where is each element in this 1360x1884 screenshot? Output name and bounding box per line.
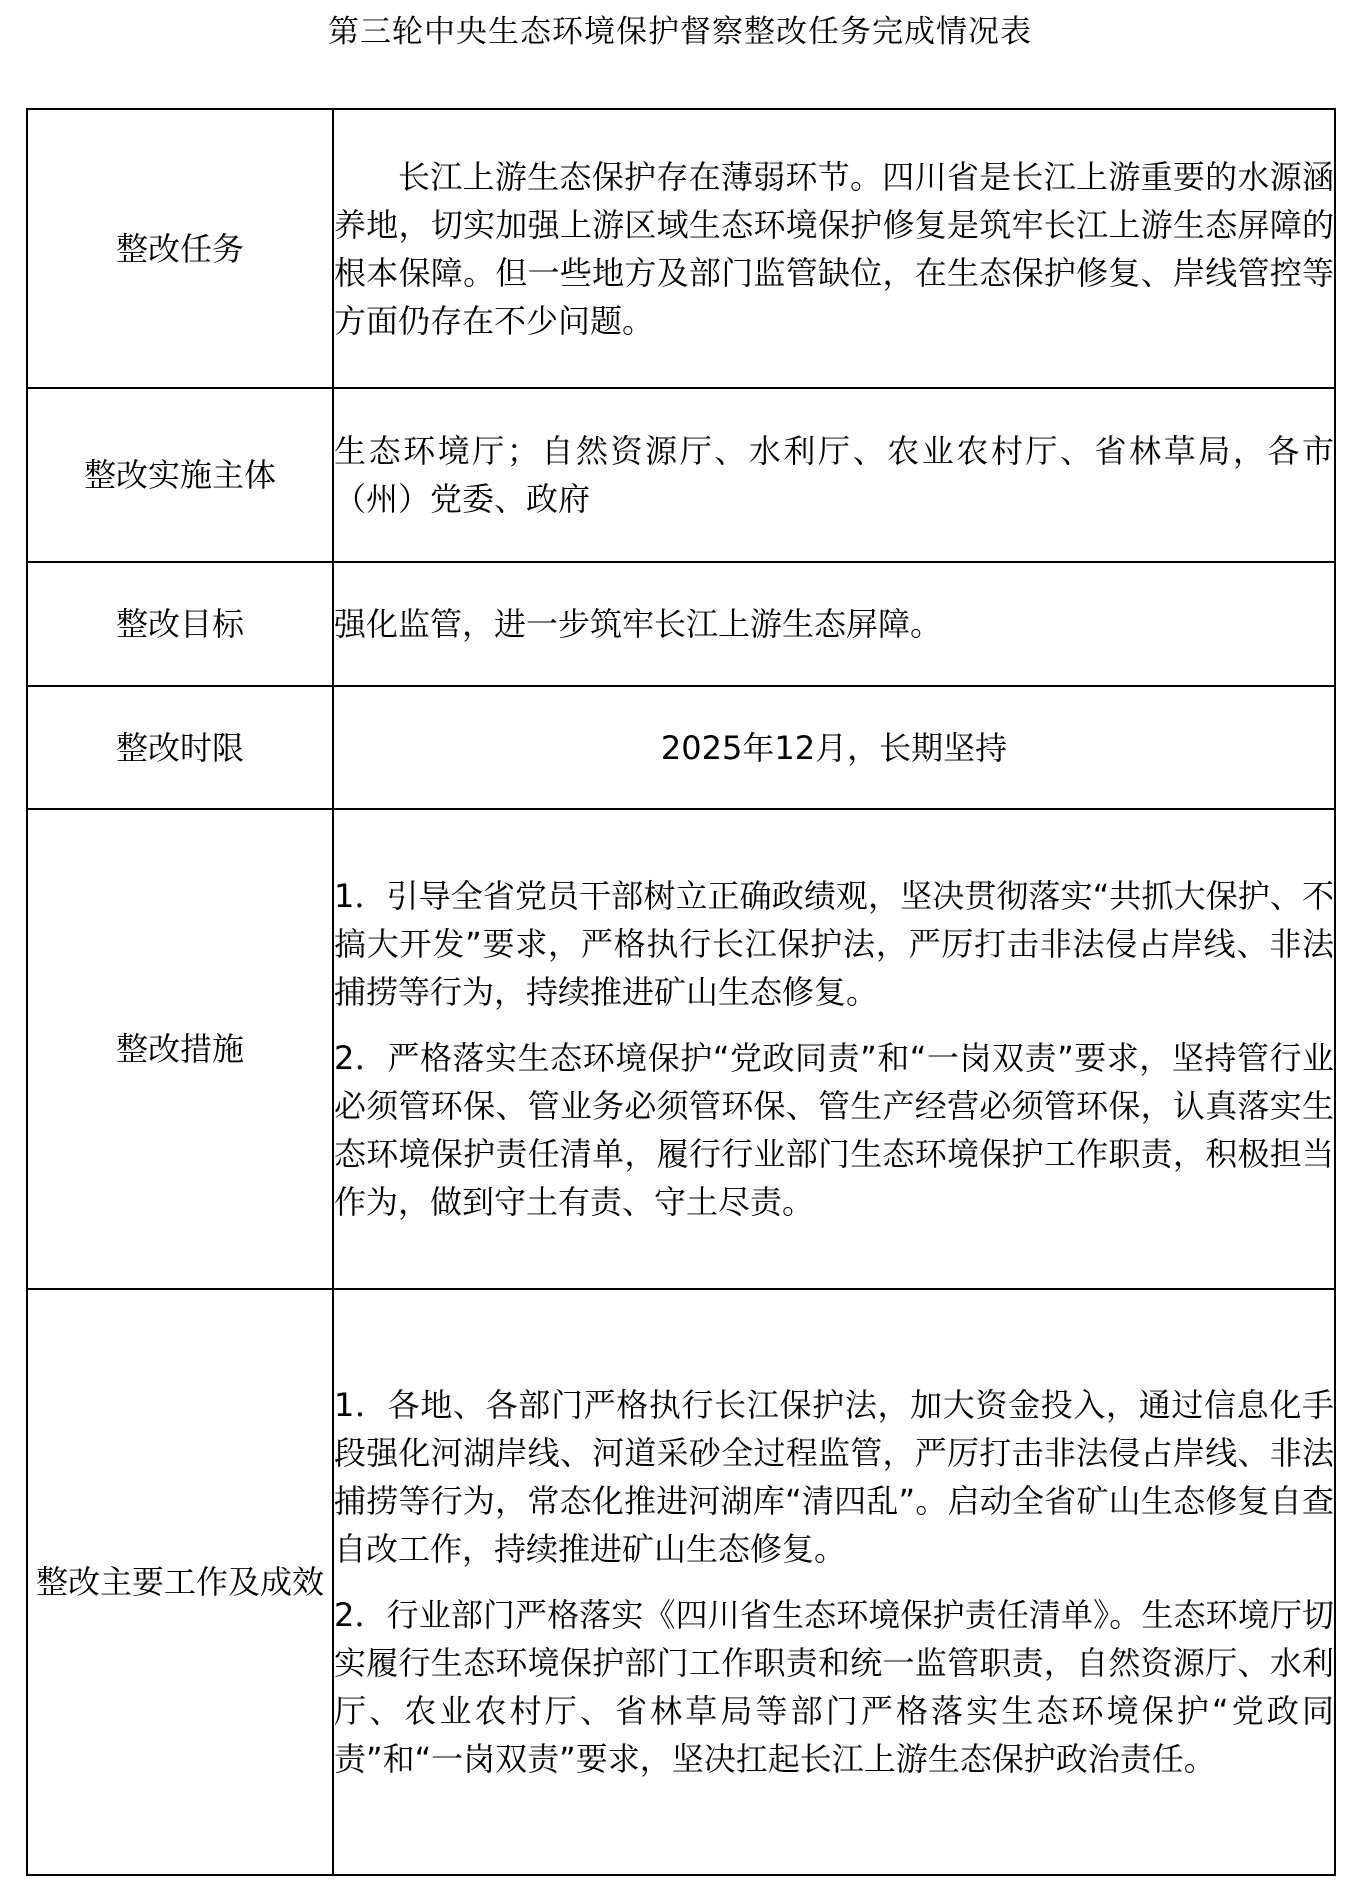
label-deadline: 整改时限 (27, 686, 333, 809)
content-task (333, 109, 1335, 388)
task-completion-table (26, 108, 1336, 1876)
deadline-text: 2025年12月，长期坚持 (660, 728, 1008, 767)
table-row-deadline (27, 686, 1335, 809)
table-row-goal (27, 562, 1335, 686)
label-results: 整改主要工作及成效 (27, 1289, 333, 1875)
label-goal: 整改目标 (27, 562, 333, 686)
content-deadline (333, 686, 1335, 809)
table-row-results (27, 1289, 1335, 1875)
task-text: 长江上游生态保护存在薄弱环节。四川省是长江上游重要的水源涵养地，切实加强上游区域生态环境保护修复是筑牢长江上游生态屏障的根本保障。但一些地方及部门监管缺位，在生态保护修复、岸线管控等方面仍存在不少问题。 (334, 157, 1334, 340)
content-results (333, 1289, 1335, 1875)
content-goal (333, 562, 1335, 686)
document-title: 第三轮中央生态环境保护督察整改任务完成情况表 (328, 14, 1032, 50)
label-implementer: 整改实施主体 (27, 388, 333, 562)
content-measures (333, 809, 1335, 1289)
label-task: 整改任务 (27, 109, 333, 388)
label-measures: 整改措施 (27, 809, 333, 1289)
measure-item-2: 2．严格落实生态环境保护“党政同责”和“一岗双责”要求，坚持管行业必须管环保、管业务必须管环保、管生产经营必须管环保，认真落实生态环境保护责任清单，履行行业部门生态环境保护工作职责，积极担当作为，做到守土有责、守土尽责。 (334, 1039, 1334, 1221)
content-implementer (333, 388, 1335, 562)
table-row-measures (27, 809, 1335, 1289)
result-item-2: 2．行业部门严格落实《四川省生态环境保护责任清单》。生态环境厅切实履行生态环境保护部门工作职责和统一监管职责，自然资源厅、水利厅、农业农村厅、省林草局等部门严格落实生态环境保护“党政同责”和“一岗双责”要求，坚决扛起长江上游生态保护政治责任。 (334, 1596, 1334, 1778)
table-row-implementer (27, 388, 1335, 562)
table-row-task (27, 109, 1335, 388)
implementer-text: 生态环境厅；自然资源厅、水利厅、农业农村厅、省林草局，各市（州）党委、政府 (334, 432, 1334, 518)
goal-text: 强化监管，进一步筑牢长江上游生态屏障。 (334, 605, 943, 643)
measure-item-1: 1．引导全省党员干部树立正确政绩观，坚决贯彻落实“共抓大保护、不搞大开发”要求，严格执行长江保护法，严厉打击非法侵占岸线、非法捕捞等行为，持续推进矿山生态修复。 (334, 877, 1334, 1011)
result-item-1: 1．各地、各部门严格执行长江保护法，加大资金投入，通过信息化手段强化河湖岸线、河道采砂全过程监管，严厉打击非法侵占岸线、非法捕捞等行为，常态化推进河湖库“清四乱”。启动全省矿山生态修复自查自改工作，持续推进矿山生态修复。 (334, 1386, 1334, 1568)
